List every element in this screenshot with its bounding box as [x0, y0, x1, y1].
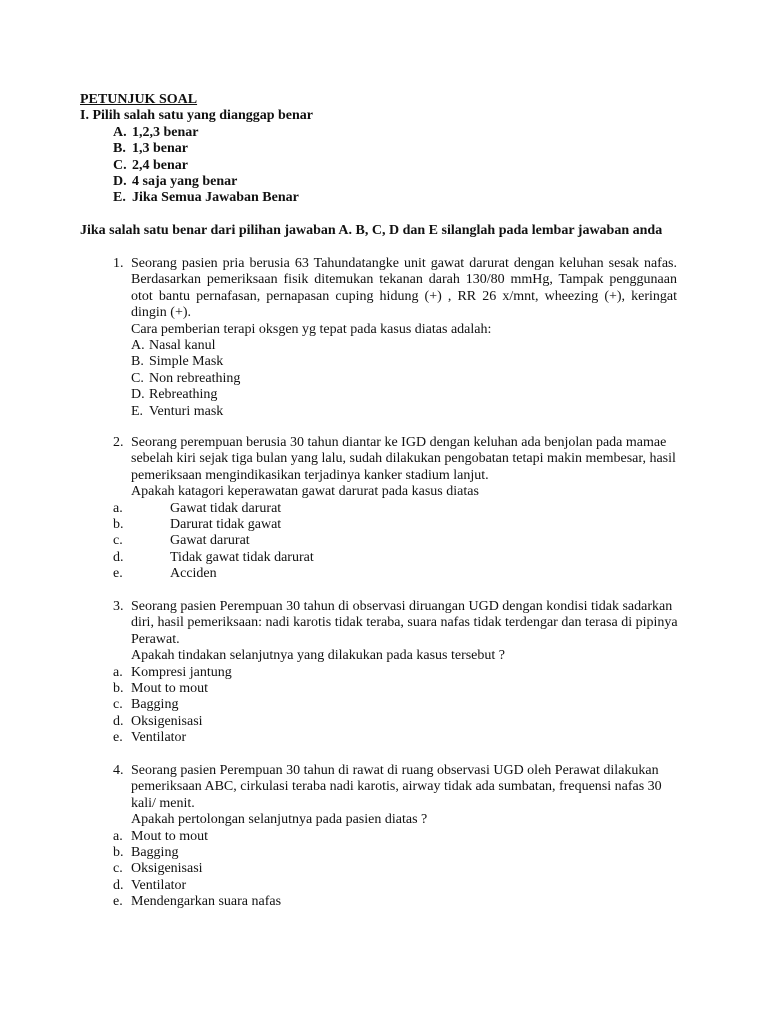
answer-option[interactable]	[113, 829, 673, 845]
option-text: Bagging	[131, 697, 179, 713]
option-text: Tidak gawat tidak darurat	[170, 549, 314, 565]
page-title: PETUNJUK SOAL	[80, 92, 198, 107]
question-text-line: dingin (+).	[131, 305, 191, 321]
option-text: Gawat darurat	[170, 533, 250, 549]
option-letter: e.	[113, 730, 123, 746]
option-letter: b.	[113, 845, 124, 861]
answer-option[interactable]	[131, 371, 673, 387]
section-heading: I. Pilih salah satu yang dianggap benar	[80, 108, 314, 124]
option-letter: A.	[131, 338, 145, 354]
option-text: Gawat tidak darurat	[170, 500, 282, 516]
answer-key-letter: E.	[113, 190, 126, 206]
option-letter: C.	[131, 370, 144, 386]
option-letter: d.	[113, 549, 124, 565]
answer-option[interactable]	[113, 861, 673, 877]
question-number: 1.	[113, 256, 124, 271]
answer-option[interactable]	[113, 566, 673, 582]
option-text: Bagging	[131, 845, 179, 861]
option-letter: d.	[113, 877, 124, 893]
option-letter: c.	[113, 861, 123, 877]
option-letter: a.	[113, 664, 123, 680]
option-text: Mout to mout	[131, 828, 209, 844]
answer-key-text: 4 saja yang benar	[132, 174, 238, 190]
answer-option[interactable]	[113, 517, 673, 533]
option-letter: b.	[113, 681, 124, 697]
answer-option[interactable]	[113, 501, 673, 517]
option-text: Mout to mout	[131, 681, 209, 697]
option-letter: b.	[113, 517, 124, 533]
answer-key-letter: C.	[113, 157, 127, 173]
option-text: Nasal kanul	[149, 338, 216, 354]
option-text: Non rebreathing	[149, 370, 241, 386]
option-letter: d.	[113, 713, 124, 729]
option-letter: e.	[113, 566, 123, 582]
option-letter: E.	[131, 403, 144, 419]
answer-option[interactable]	[113, 845, 673, 861]
question-text-line: Cara pemberian terapi oksgen yg tepat pada kasus diatas adalah:	[131, 321, 492, 337]
instructions-block	[80, 92, 662, 239]
answer-option[interactable]	[113, 714, 673, 730]
question-text-line: Seorang perempuan berusia 30 tahun diantar ke IGD dengan keluhan ada benjolan pada mamae	[131, 435, 667, 450]
option-letter: c.	[113, 697, 123, 713]
question-1	[113, 256, 677, 420]
question-text-line: Apakah tindakan selanjutnya yang dilakukan pada kasus tersebut ?	[131, 648, 505, 664]
question-text-line: Seorang pasien pria berusia 63 Tahundatangke unit gawat darurat dengan keluhan sesak nafas.	[131, 256, 677, 271]
answer-option[interactable]	[113, 697, 673, 713]
option-letter: e.	[113, 894, 123, 910]
option-text: Rebreathing	[149, 387, 218, 403]
answer-key-item	[113, 174, 662, 190]
option-text: Mendengarkan suara nafas	[131, 894, 282, 910]
question-text-line: Seorang pasien Perempuan 30 tahun di rawat di ruang observasi UGD oleh Perawat dilakukan	[131, 763, 659, 778]
question-2	[113, 435, 676, 583]
answer-option[interactable]	[131, 387, 673, 403]
question-number: 2.	[113, 435, 124, 450]
question-text-line: Perawat.	[131, 631, 180, 647]
answer-key-item	[113, 190, 662, 206]
option-letter: a.	[113, 828, 123, 844]
question-text-line: Berdasarkan pemeriksaan fisik ditemukan tekanan darah 130/80 mmHg, Tampak penggunaan	[131, 272, 677, 288]
answer-key-item	[113, 141, 662, 157]
option-text: Oksigenisasi	[131, 861, 203, 877]
answer-option[interactable]	[131, 404, 673, 420]
question-text-line: Seorang pasien Perempuan 30 tahun di observasi diruangan UGD dengan kondisi tidak sadarkan	[131, 599, 673, 614]
question-text-line: otot bantu pernafasan, pernapasan cuping hidung (+) , RR 26 x/mnt, wheezing (+), keringat	[131, 288, 677, 304]
answer-key-letter: D.	[113, 174, 127, 190]
option-text: Ventilator	[131, 730, 187, 746]
question-number: 3.	[113, 599, 124, 614]
option-text: Venturi mask	[149, 403, 224, 419]
option-letter: a.	[113, 500, 123, 516]
question-text-line: pemeriksaan mengindikasikan terjadinya kanker stadium lanjut.	[131, 467, 489, 483]
option-text: Acciden	[170, 566, 217, 582]
instruction-text: Jika salah satu benar dari pilihan jawaban A. B, C, D dan E silanglah pada lembar jawaban anda	[80, 222, 663, 238]
answer-option[interactable]	[113, 878, 673, 894]
question-text-line: pemeriksaan ABC, cirkulasi teraba nadi karotis, airway tidak ada sumbatan, frequensi nafas 30	[131, 779, 662, 795]
answer-option[interactable]	[113, 550, 673, 566]
option-text: Darurat tidak gawat	[170, 517, 282, 533]
question-3	[113, 599, 678, 747]
option-text: Simple Mask	[149, 354, 224, 370]
option-letter: B.	[131, 354, 144, 370]
answer-option[interactable]	[113, 730, 673, 746]
answer-option[interactable]	[131, 354, 673, 370]
option-text: Kompresi jantung	[131, 664, 232, 680]
answer-option[interactable]	[131, 338, 673, 354]
answer-key-text: Jika Semua Jawaban Benar	[132, 190, 299, 206]
answer-key-text: 1,3 benar	[132, 141, 188, 157]
answer-key-letter: A.	[113, 124, 127, 140]
answer-key-text: 1,2,3 benar	[132, 124, 199, 140]
question-text-line: Apakah pertolongan selanjutnya pada pasien diatas ?	[131, 812, 428, 828]
answer-key-text: 2,4 benar	[132, 157, 188, 173]
answer-option[interactable]	[113, 681, 673, 697]
answer-option[interactable]	[113, 665, 673, 681]
question-text-line: kali/ menit.	[131, 795, 195, 811]
option-letter: D.	[131, 387, 145, 403]
question-text-line: diri, hasil pemeriksaan: nadi karotis tidak teraba, suara nafas tidak terdengar dan terasa di pipinya	[131, 615, 678, 631]
option-letter: c.	[113, 533, 123, 549]
option-text: Ventilator	[131, 877, 187, 893]
question-4	[113, 763, 673, 911]
question-number: 4.	[113, 763, 124, 778]
answer-option[interactable]	[113, 894, 673, 910]
option-text: Oksigenisasi	[131, 713, 203, 729]
question-text-line: sebelah kiri sejak tiga bulan yang lalu, sudah dilakukan pengobatan tetapi makin membesar, hasil	[131, 451, 676, 467]
question-text-line: Apakah katagori keperawatan gawat darurat pada kasus diatas	[131, 484, 479, 500]
answer-key-letter: B.	[113, 141, 126, 157]
answer-key-item	[113, 158, 662, 174]
answer-key-item	[113, 125, 662, 141]
answer-option[interactable]	[113, 533, 673, 549]
